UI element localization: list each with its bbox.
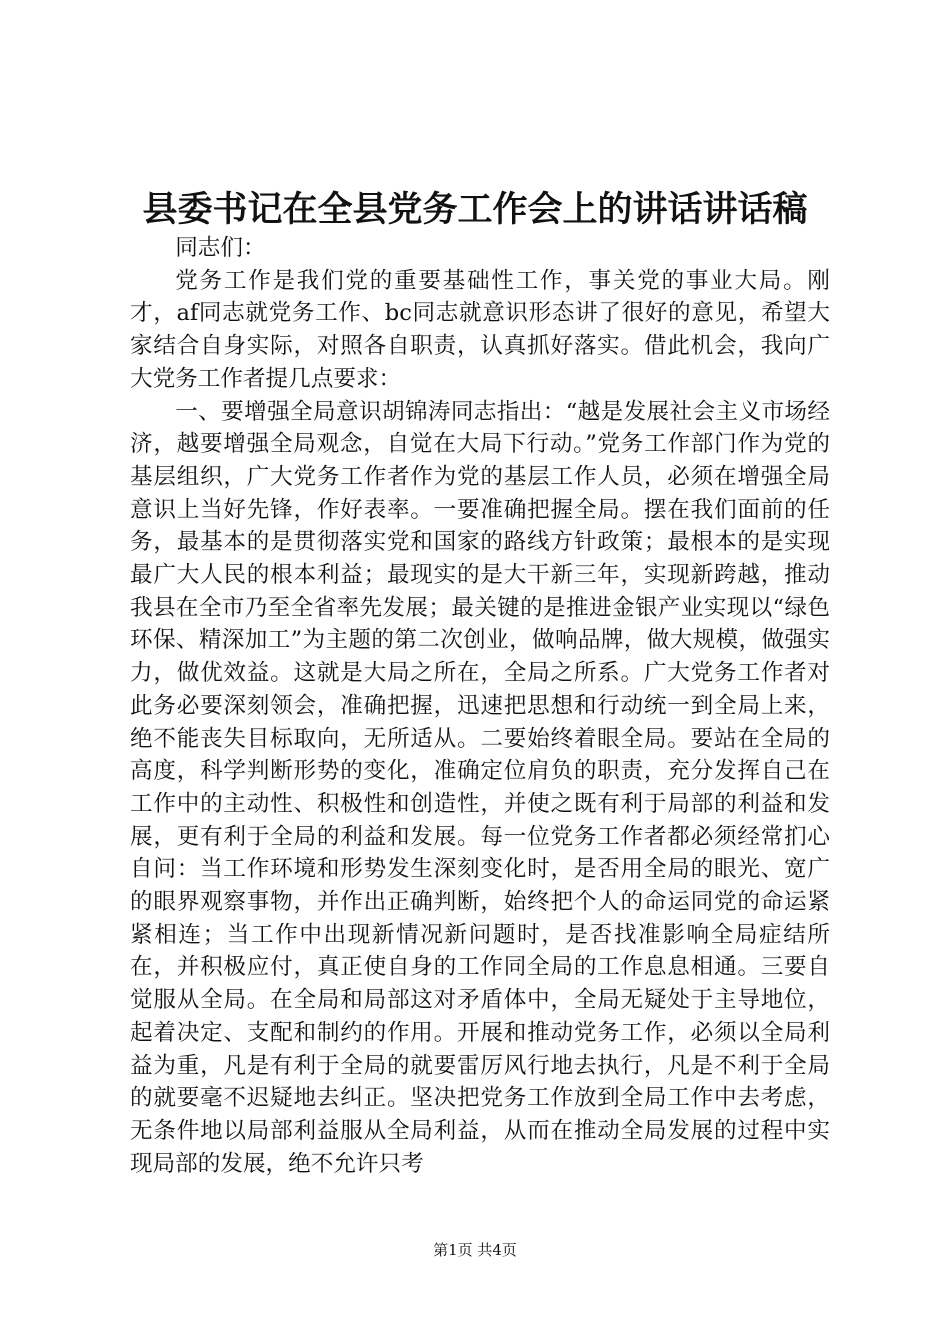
paragraph-section-one: 一、要增强全局意识胡锦涛同志指出：“越是发展社会主义市场经济，越要增强全局观念，自觉在大局下行动。”党务工作部门作为党的基层组织，广大党务工作者作为党的基层工作人员，必须在增强全局意识上当好先锋，作好表率。一要准确把握全局。摆在我们面前的任务，最基本的是贯彻落实党和国家的路线方针政策；最根本的是实现最广大人民的根本利益；最现实的是大干新三年，实现新跨越，推动我县在全市乃至全省率先发展；最关键的是推进金银产业实现以“绿色环保、精深加工”为主题的第二次创业，做响品牌，做大规模，做强实力，做优效益。这就是大局之所在，全局之所系。广大党务工作者对此务必要深刻领会，准确把握，迅速把思想和行动统一到全局上来，绝不能丧失目标取向，无所适从。二要始终着眼全局。要站在全局的高度，科学判断形势的变化，准确定位肩负的职责，充分发挥自己在工作中的主动性、积极性和创造性，并使之既有利于局部的利益和发展，更有利于全局的利益和发展。每一位党务工作者都必须经常扪心自问：当工作环境和形势发生深刻变化时，是否用全局的眼光、宽广的眼界观察事物，并作出正确判断，始终把个人的命运同党的命运紧紧相连；当工作中出现新情况新问题时，是否找准影响全局症结所在，并积极应付，真正使自身的工作同全局的工作息息相通。三要自觉服从全局。在全局和局部这对矛盾体中，全局无疑处于主导地位，起着决定、支配和制约的作用。开展和推动党务工作，必须以全局利益为重，凡是有利于全局的就要雷厉风行地去执行，凡是不利于全局的就要毫不迟疑地去纠正。坚决把党务工作放到全局工作中去考虑，无条件地以局部利益服从全局利益，从而在推动全局发展的过程中实现局部的发展，绝不允许只考 bbox=[130, 398, 830, 1177]
salutation: 同志们： bbox=[175, 235, 266, 261]
page-footer: 第1页 共4页 bbox=[433, 1241, 517, 1259]
document-title: 县委书记在全县党务工作会上的讲话讲话稿 bbox=[142, 189, 808, 230]
paragraph-intro: 党务工作是我们党的重要基础性工作，事关党的事业大局。刚才，af同志就党务工作、bc同志就意识形态讲了很好的意见，希望大家结合自身实际，对照各自职责，认真抓好落实。借此机会，我向广大党务工作者提几点要求： bbox=[130, 267, 830, 392]
document-body bbox=[130, 232, 830, 1180]
